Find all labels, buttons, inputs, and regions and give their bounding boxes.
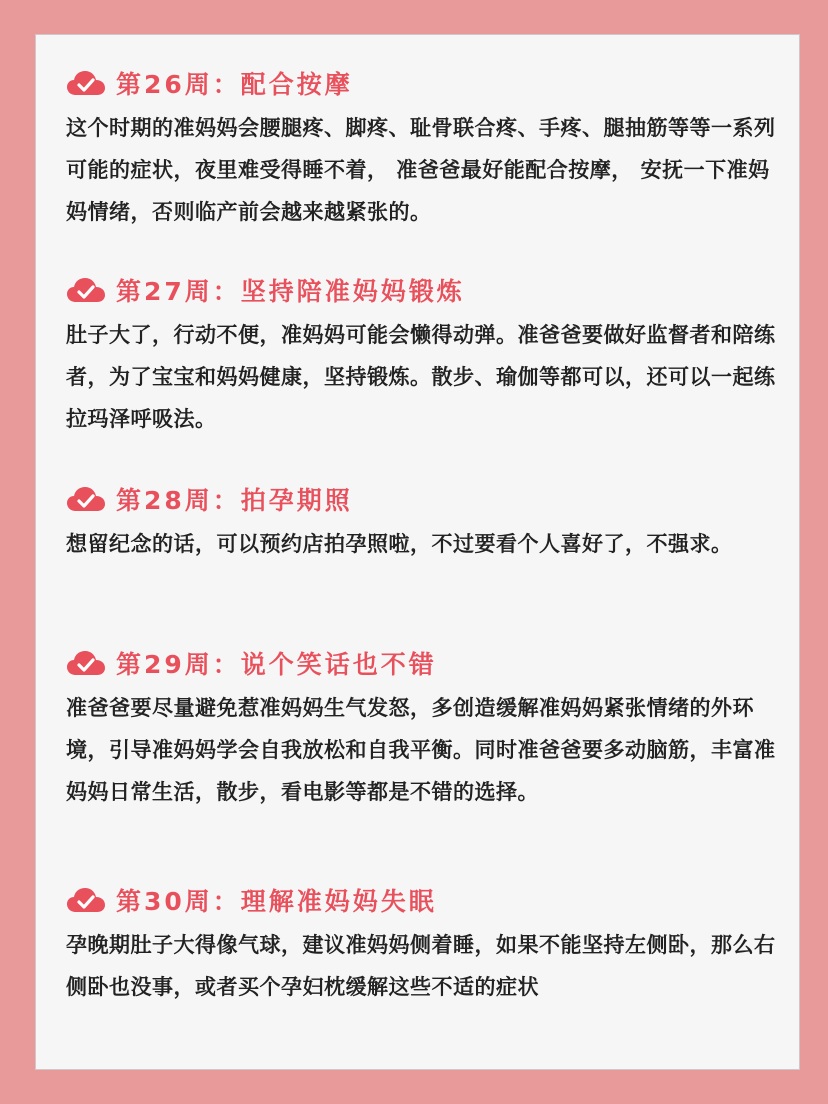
section-week-28 [66,479,786,565]
section-body: 想留纪念的话，可以预约店拍孕照啦，不过要看个人喜好了，不强求。 [66,532,733,556]
section-title: 第29周：说个笑话也不错 [116,650,437,679]
section-title: 第30周：理解准妈妈失眠 [116,887,437,916]
section-header [66,643,786,683]
cloud-check-icon [66,886,106,914]
section-week-29 [66,643,786,813]
section-title: 第28周：拍孕期照 [116,486,353,515]
section-header [66,63,786,103]
section-week-30 [66,880,786,1008]
section-body: 这个时期的准妈妈会腰腿疼、脚疼、耻骨联合疼、手疼、腿抽筋等等一系列可能的症状，夜里难受得睡不着， 准爸爸最好能配合按摩， 安抚一下准妈妈情绪，否则临产前会越来越紧张的。 [66,116,776,224]
section-body: 肚子大了，行动不便，准妈妈可能会懒得动弹。准爸爸要做好监督者和陪练者，为了宝宝和妈妈健康，坚持锻炼。散步、瑜伽等都可以，还可以一起练拉玛泽呼吸法。 [66,323,776,431]
section-body: 孕晚期肚子大得像气球，建议准妈妈侧着睡，如果不能坚持左侧卧，那么右侧卧也没事，或者买个孕妇枕缓解这些不适的症状 [66,933,776,999]
section-title: 第27周：坚持陪准妈妈锻炼 [116,277,465,306]
section-title: 第26周：配合按摩 [116,70,353,99]
section-header [66,479,786,519]
section-body: 准爸爸要尽量避免惹准妈妈生气发怒，多创造缓解准妈妈紧张情绪的外环境，引导准妈妈学会自我放松和自我平衡。同时准爸爸要多动脑筋，丰富准妈妈日常生活，散步，看电影等都是不错的选择。 [66,696,776,804]
cloud-check-icon [66,276,106,304]
section-header [66,880,786,920]
cloud-check-icon [66,69,106,97]
content-card [35,34,800,1070]
section-header [66,270,786,310]
cloud-check-icon [66,485,106,513]
section-week-27 [66,270,786,440]
cloud-check-icon [66,649,106,677]
section-week-26 [66,63,786,233]
